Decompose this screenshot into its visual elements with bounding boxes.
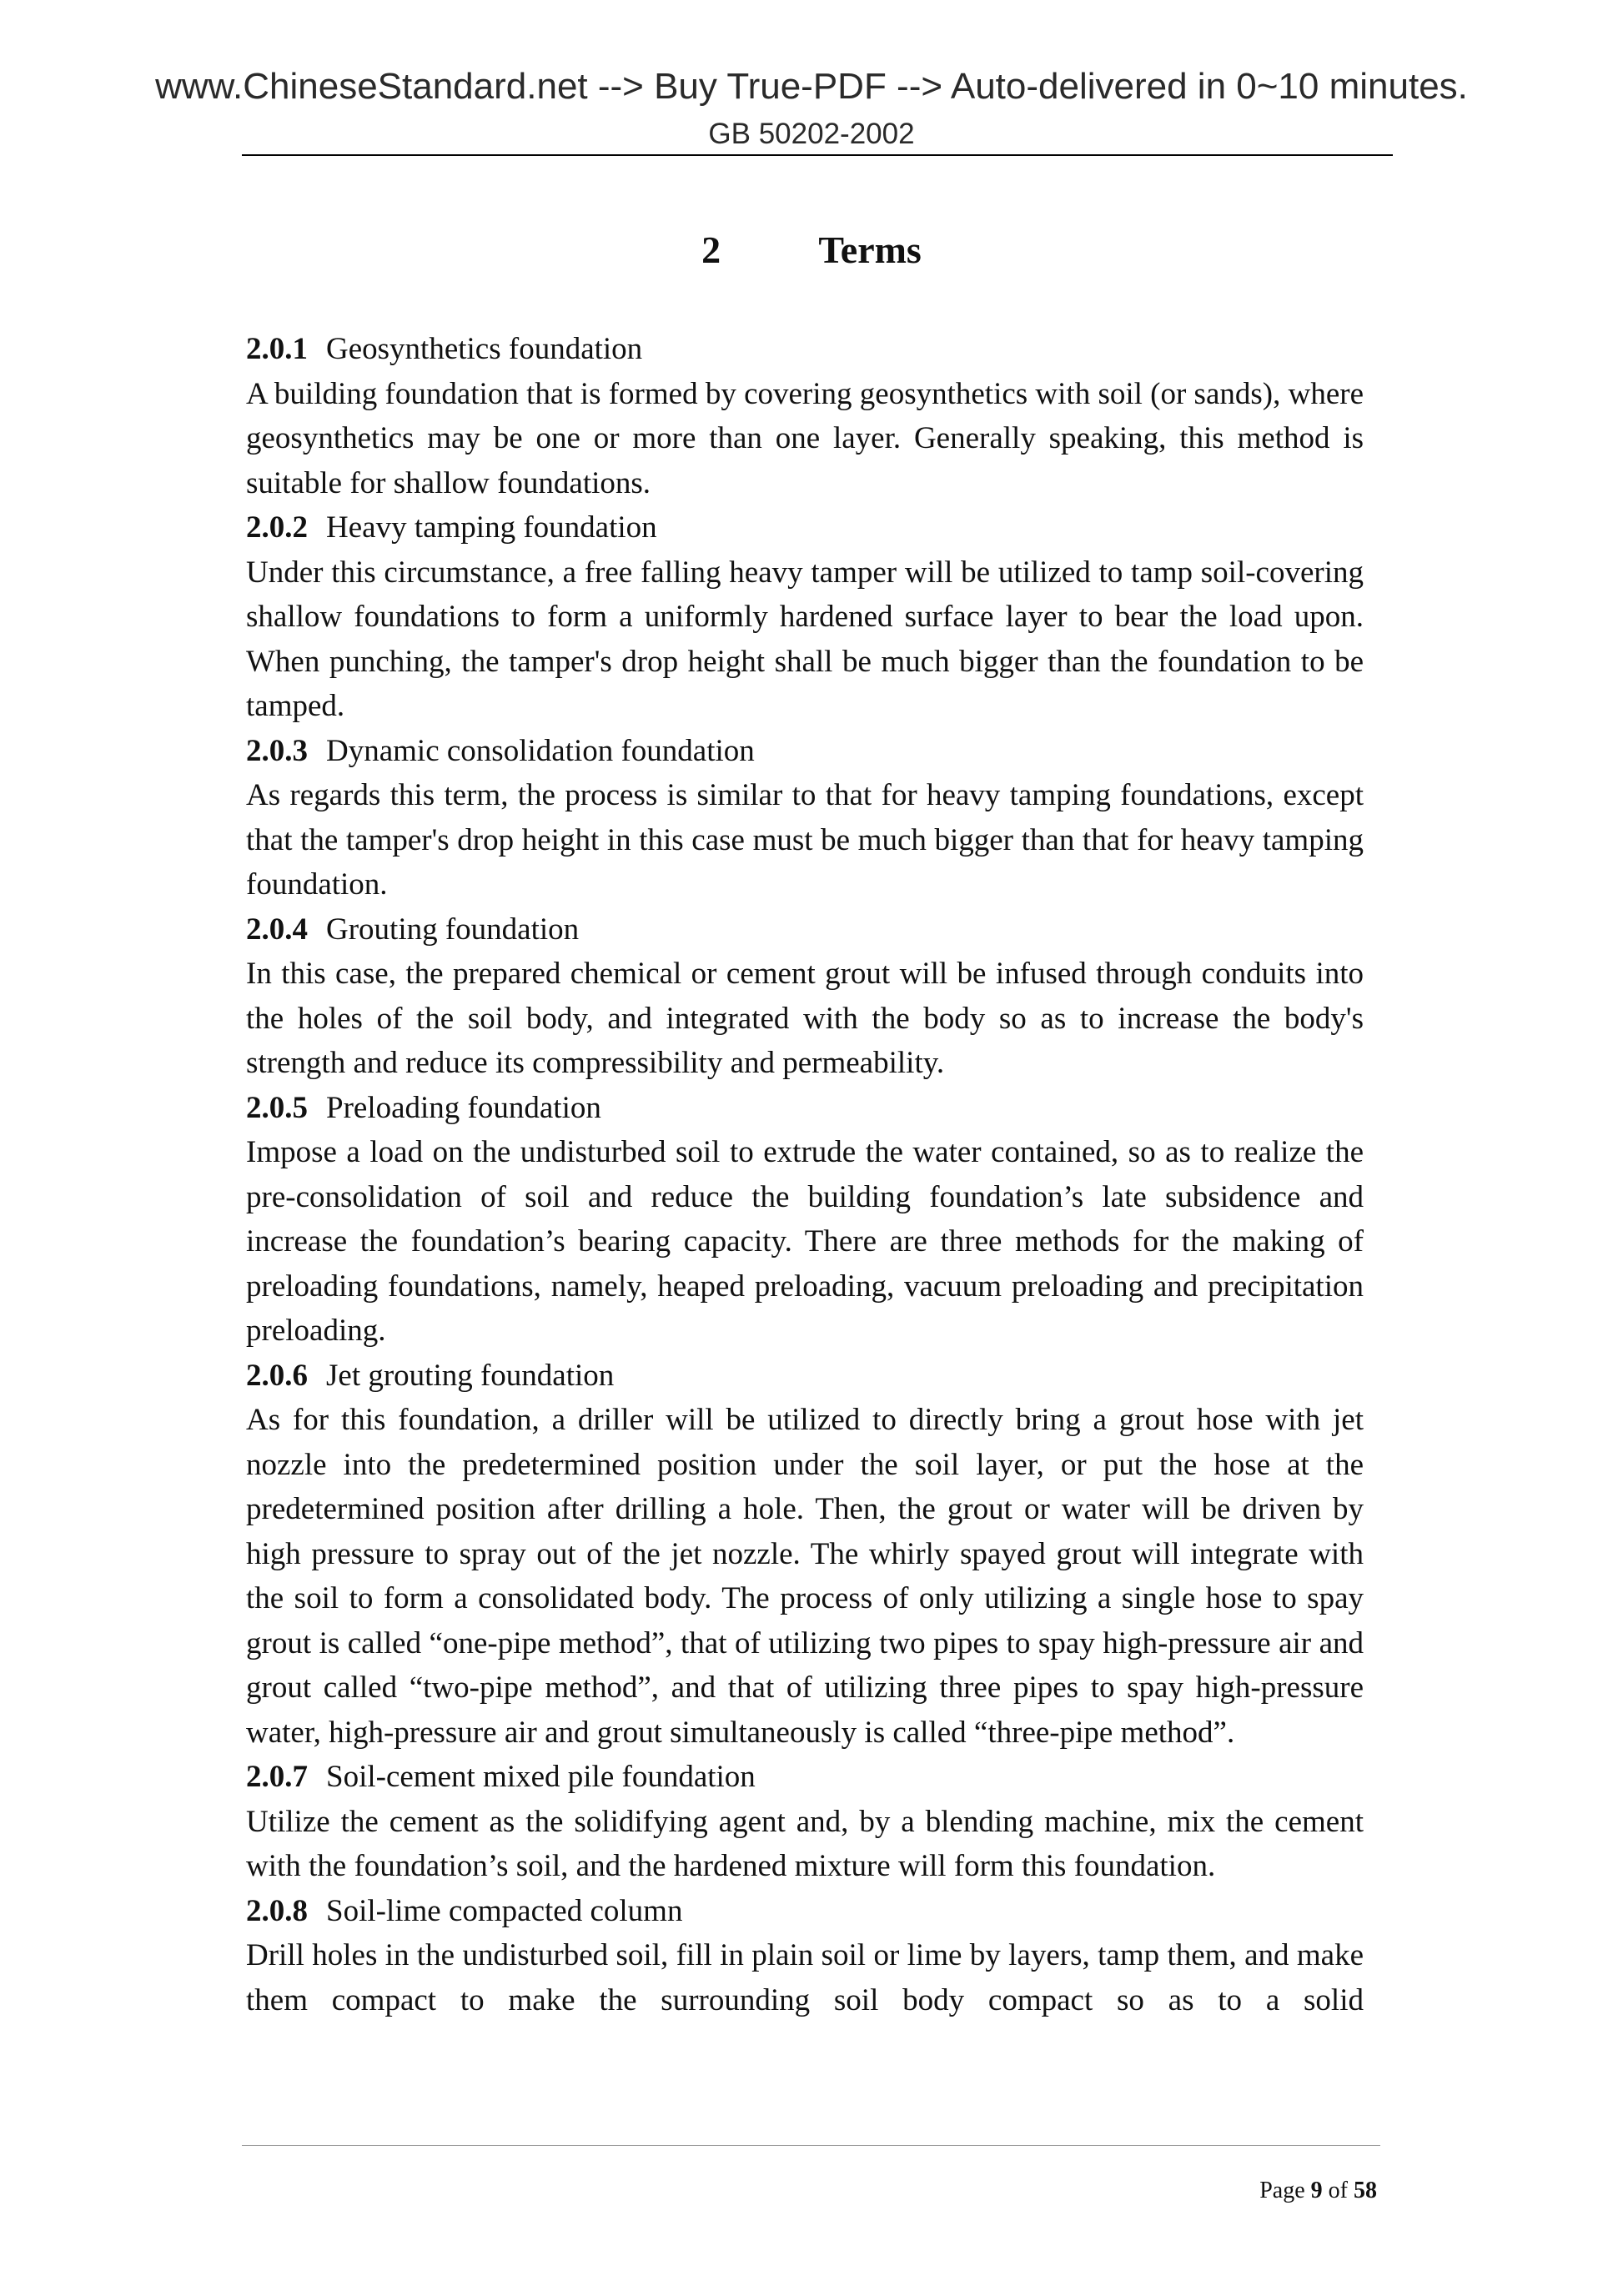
term-entry	[246, 907, 1364, 1086]
term-name: Dynamic consolidation foundation	[326, 733, 755, 768]
chapter-title	[0, 227, 1623, 274]
term-definition: A building foundation that is formed by covering geosynthetics with soil (or sands), where geosynthetics may be one or more than one layer. Generally speaking, this method is suitable for shallow foundations.	[246, 376, 1364, 500]
term-definition: Under this circumstance, a free falling heavy tamper will be utilized to tamp soil-covering shallow foundations to form a uniformly hardened surface layer to bear the load upon. When punching, the tamper's drop height shall be much bigger than the foundation to be tamped.	[246, 555, 1364, 723]
total-pages-number: 58	[1354, 2178, 1377, 2203]
term-heading	[246, 1086, 1364, 1131]
chapter-title-text: 2 Terms	[701, 229, 922, 271]
term-heading	[246, 1354, 1364, 1399]
term-definition: In this case, the prepared chemical or cement grout will be infused through conduits into the holes of the soil body, and integrated with the body so as to increase the body's strength and reduce its compressibility and permeability.	[246, 957, 1364, 1080]
term-name: Soil-cement mixed pile foundation	[326, 1760, 756, 1794]
term-name: Jet grouting foundation	[326, 1358, 615, 1393]
term-name: Soil-lime compacted column	[326, 1893, 683, 1928]
current-page-number: 9	[1310, 2178, 1323, 2203]
term-definition: Drill holes in the undisturbed soil, fill in plain soil or lime by layers, tamp them, and make them compact to make the surrounding soil body compact so as to a solid	[246, 1938, 1364, 2017]
term-entry	[246, 1086, 1364, 1354]
term-entry	[246, 327, 1364, 505]
term-definition: Impose a load on the undisturbed soil to extrude the water contained, so as to realize the pre-consolidation of soil and reduce the building foundation’s late subsidence and increase the foundation’s bearing capacity. There are three methods for the making of preloading foundations, namely, heaped preloading, vacuum preloading and precipitation preloading.	[246, 1135, 1364, 1348]
term-heading	[246, 729, 1364, 774]
term-entry	[246, 1889, 1364, 2023]
term-heading	[246, 505, 1364, 550]
term-number: 2.0.4	[246, 912, 308, 947]
term-name: Grouting foundation	[326, 912, 580, 947]
term-entry	[246, 505, 1364, 729]
of-label: of	[1328, 2178, 1348, 2203]
term-number: 2.0.7	[246, 1760, 308, 1794]
page-label: Page	[1259, 2178, 1305, 2203]
term-number: 2.0.2	[246, 510, 308, 545]
term-entry	[246, 729, 1364, 907]
term-number: 2.0.3	[246, 733, 308, 768]
term-number: 2.0.8	[246, 1893, 308, 1928]
footer-rule	[242, 2145, 1380, 2146]
term-entry	[246, 1755, 1364, 1889]
term-definition: Utilize the cement as the solidifying agent and, by a blending machine, mix the cement with the foundation’s soil, and the hardened mixture will form this foundation.	[246, 1804, 1364, 1883]
source-banner: www.ChineseStandard.net --> Buy True-PDF --> Auto-delivered in 0~10 minutes.	[155, 66, 1468, 107]
term-heading	[246, 327, 1364, 372]
term-entry	[246, 1354, 1364, 1756]
term-number: 2.0.1	[246, 332, 308, 366]
term-number: 2.0.6	[246, 1358, 308, 1393]
terms-content	[246, 327, 1364, 2022]
page-number-footer	[1259, 2177, 1377, 2205]
header-rule	[242, 154, 1393, 156]
term-heading	[246, 907, 1364, 952]
standard-code: GB 50202-2002	[708, 118, 915, 150]
term-definition: As for this foundation, a driller will be utilized to directly bring a grout hose with jet nozzle into the predetermined position under the soil layer, or put the hose at the predetermined position after drilling a hole. Then, the grout or water will be driven by high pressure to spray out of the jet nozzle. The whirly spayed grout will integrate with the soil to form a consolidated body. The process of only utilizing a single hose to spay grout is called “one-pipe method”, that of utilizing two pipes to spay high-pressure air and grout called “two-pipe method”, and that of utilizing three pipes to spay high-pressure water, high-pressure air and grout simultaneously is called “three-pipe method”.	[246, 1403, 1364, 1750]
term-heading	[246, 1889, 1364, 1934]
term-name: Preloading foundation	[326, 1090, 601, 1125]
term-definition: As regards this term, the process is similar to that for heavy tamping foundations, except that the tamper's drop height in this case must be much bigger than that for heavy tamping foundation.	[246, 778, 1364, 902]
term-name: Heavy tamping foundation	[326, 510, 657, 545]
term-heading	[246, 1755, 1364, 1800]
term-number: 2.0.5	[246, 1090, 308, 1125]
term-name: Geosynthetics foundation	[326, 332, 643, 366]
